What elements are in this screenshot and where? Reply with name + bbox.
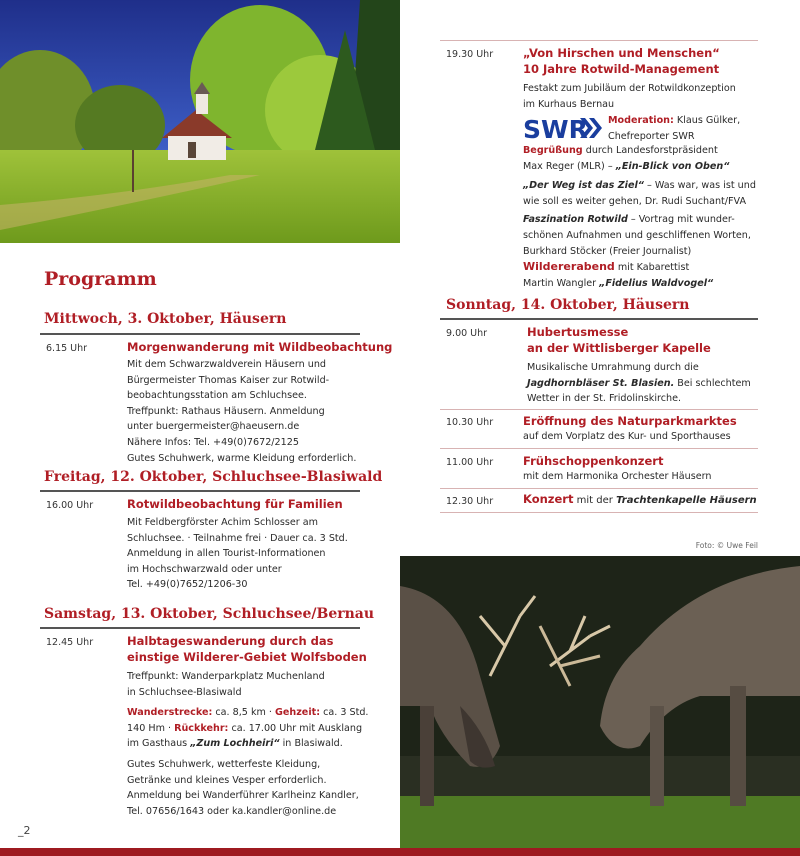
event-title: Frühschoppenkonzert xyxy=(523,454,664,468)
chapel-photo xyxy=(0,0,400,243)
event-title: Konzert mit der Trachtenkapelle Häusern xyxy=(523,492,757,506)
divider xyxy=(440,448,758,449)
event-time: 10.30 Uhr xyxy=(446,417,494,428)
program-title: Programm xyxy=(44,268,157,290)
divider xyxy=(440,512,758,513)
event-title: „Von Hirschen und Menschen“ 10 Jahre Rotwild-Management xyxy=(523,46,720,76)
divider xyxy=(440,488,758,489)
event-time: 12.45 Uhr xyxy=(46,637,94,648)
event-description: Festakt zum Jubiläum der Rotwildkonzeption im Kurhaus Bernau xyxy=(523,83,736,110)
event-description: Musikalische Umrahmung durch die Jagdhornbläser St. Blasien. Bei schlechtem Wetter in der St. Fridolinskirche. xyxy=(527,362,751,405)
moderation-text: Moderation: Klaus Gülker, Chefreporter SWR xyxy=(608,115,741,142)
event-description: Treffpunkt: Wanderparkplatz Muchenland in Schluchsee-Blasiwald Wanderstrecke: ca. 8,5 km · Gehzeit: ca. 3 Std. 140 Hm · Rückkehr: ca. 17.00 Uhr mit Ausklang im Gasthaus „Zum Lochheiri“ in Blasiwald. Gutes Schuhwerk, wetterfeste Kleidung, Getränke und kleines Vesper erforderlich. Anmeldung bei Wanderführer Karlheinz Kandler, Tel. 07656/1643 oder ka.kandler@online.de xyxy=(127,671,369,817)
swr-logo xyxy=(523,114,603,142)
day-rule xyxy=(40,490,360,492)
evening-program: Begrüßung durch Landesforstpräsident Max Reger (MLR) – „Ein-Blick von Oben“ „Der Weg ist das Ziel“ – Was war, was ist und wie soll es weiter gehen, Dr. Rudi Suchant/FVA Faszination Rotwild – Vortrag mit wunder- schönen Aufnahmen und geschliffenen Worten, Burkhard Stöcker (Freier Journalist) Wildererabend mit Kabarettist Martin Wangler „Fidelius Waldvogel“ xyxy=(523,145,756,289)
event-description: Mit dem Schwarzwaldverein Häusern und Bürgermeister Thomas Kaiser zur Rotwild- beobachtungsstation am Schluchsee. Treffpunkt: Rathaus Häusern. Anmeldung unter buergermeister@haeusern.de Nähere Infos: Tel. +49(0)7672/2125 Gutes Schuhwerk, warme Kleidung erforderlich. xyxy=(127,359,357,464)
event-time: 16.00 Uhr xyxy=(46,500,94,511)
divider xyxy=(440,409,758,410)
photo-credit: Foto: © Uwe Feil xyxy=(695,541,758,550)
event-time: 9.00 Uhr xyxy=(446,328,488,339)
event-time: 12.30 Uhr xyxy=(446,496,494,507)
day-heading-sunday: Sonntag, 14. Oktober, Häusern xyxy=(446,297,690,313)
divider xyxy=(440,40,758,41)
event-time: 19.30 Uhr xyxy=(446,49,494,60)
day-rule xyxy=(40,333,360,335)
event-title: Morgenwanderung mit Wildbeobachtung xyxy=(127,340,393,354)
day-rule xyxy=(440,318,758,320)
day-heading-wednesday: Mittwoch, 3. Oktober, Häusern xyxy=(44,311,287,327)
event-time: 11.00 Uhr xyxy=(446,457,494,468)
stags-photo xyxy=(400,556,800,848)
event-title: Hubertusmesse an der Wittlisberger Kapelle xyxy=(527,325,711,355)
page-number: _2 xyxy=(18,824,31,837)
event-title: Rotwildbeobachtung für Familien xyxy=(127,497,343,511)
day-rule xyxy=(40,627,360,629)
event-description: mit dem Harmonika Orchester Häusern xyxy=(523,471,712,482)
event-description: Mit Feldbergförster Achim Schlosser am Schluchsee. · Teilnahme frei · Dauer ca. 3 Std. Anmeldung in allen Tourist-Informationen im Hochschwarzwald oder unter Tel. +49(0)7652/1206-30 xyxy=(127,517,348,591)
event-time: 6.15 Uhr xyxy=(46,343,88,354)
day-heading-friday: Freitag, 12. Oktober, Schluchsee-Blasiwald xyxy=(44,469,383,485)
event-title: Halbtageswanderung durch das einstige Wilderer-Gebiet Wolfsboden xyxy=(127,634,367,664)
svg-text:SWR: SWR xyxy=(523,115,588,142)
event-description: auf dem Vorplatz des Kur- und Sporthauses xyxy=(523,431,731,442)
event-title: Eröffnung des Naturparkmarktes xyxy=(523,414,737,428)
bottom-bar xyxy=(0,848,800,856)
day-heading-saturday: Samstag, 13. Oktober, Schluchsee/Bernau xyxy=(44,606,375,622)
